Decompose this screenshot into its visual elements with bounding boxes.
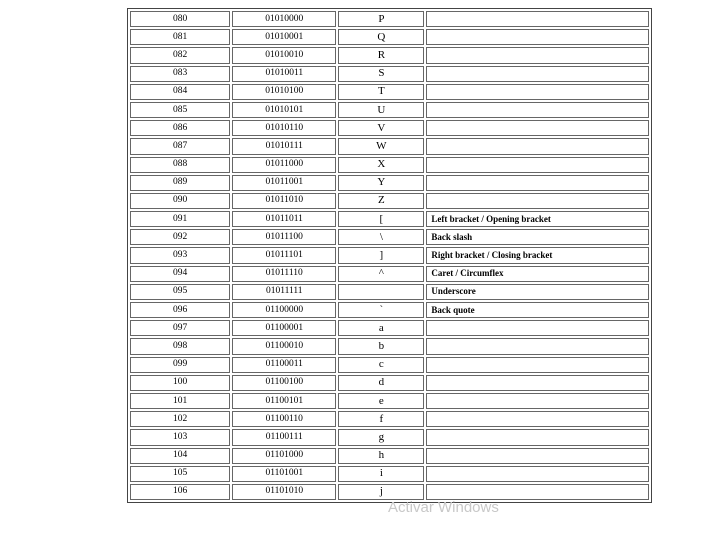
- table-row: [130, 448, 649, 464]
- decimal-cell: 098: [130, 338, 230, 354]
- decimal-cell: 090: [130, 193, 230, 209]
- decimal-cell: 083: [130, 66, 230, 82]
- binary-cell: 01101010: [232, 484, 336, 500]
- description-cell: Left bracket / Opening bracket: [426, 211, 649, 227]
- binary-cell: 01010000: [232, 11, 336, 27]
- table-row: [130, 102, 649, 118]
- binary-cell: 01100010: [232, 338, 336, 354]
- decimal-cell: 105: [130, 466, 230, 482]
- table-row: [130, 393, 649, 409]
- table-row: [130, 84, 649, 100]
- table-row: [130, 338, 649, 354]
- binary-cell: 01100101: [232, 393, 336, 409]
- table-row: [130, 375, 649, 391]
- table-row: [130, 29, 649, 45]
- binary-cell: 01010011: [232, 66, 336, 82]
- decimal-cell: 084: [130, 84, 230, 100]
- binary-cell: 01010010: [232, 47, 336, 63]
- character-cell: Q: [338, 29, 424, 45]
- character-cell: X: [338, 157, 424, 173]
- description-cell: Back slash: [426, 229, 649, 245]
- character-cell: i: [338, 466, 424, 482]
- binary-cell: 01011111: [232, 284, 336, 300]
- decimal-cell: 100: [130, 375, 230, 391]
- activation-watermark: Activar Windows: [388, 499, 499, 516]
- table-row: [130, 411, 649, 427]
- character-cell: c: [338, 357, 424, 373]
- character-cell: V: [338, 120, 424, 136]
- character-cell: ]: [338, 247, 424, 263]
- decimal-cell: 088: [130, 157, 230, 173]
- character-cell: ^: [338, 266, 424, 282]
- decimal-cell: 102: [130, 411, 230, 427]
- ascii-table-body: [130, 11, 649, 500]
- description-cell: [426, 357, 649, 373]
- binary-cell: 01010100: [232, 84, 336, 100]
- binary-cell: 01101001: [232, 466, 336, 482]
- table-row: [130, 357, 649, 373]
- description-cell: [426, 193, 649, 209]
- character-cell: P: [338, 11, 424, 27]
- decimal-cell: 096: [130, 302, 230, 318]
- description-cell: [426, 138, 649, 154]
- description-cell: [426, 484, 649, 500]
- decimal-cell: 082: [130, 47, 230, 63]
- character-cell: S: [338, 66, 424, 82]
- character-cell: g: [338, 429, 424, 445]
- description-cell: [426, 120, 649, 136]
- decimal-cell: 091: [130, 211, 230, 227]
- character-cell: R: [338, 47, 424, 63]
- character-cell: f: [338, 411, 424, 427]
- table-row: [130, 284, 649, 300]
- description-cell: [426, 66, 649, 82]
- character-cell: d: [338, 375, 424, 391]
- description-cell: [426, 320, 649, 336]
- description-cell: [426, 466, 649, 482]
- character-cell: W: [338, 138, 424, 154]
- decimal-cell: 093: [130, 247, 230, 263]
- table-row: [130, 138, 649, 154]
- table-row: [130, 120, 649, 136]
- description-cell: [426, 47, 649, 63]
- description-cell: Back quote: [426, 302, 649, 318]
- character-cell: Y: [338, 175, 424, 191]
- binary-cell: 01100111: [232, 429, 336, 445]
- decimal-cell: 094: [130, 266, 230, 282]
- binary-cell: 01010110: [232, 120, 336, 136]
- description-cell: [426, 84, 649, 100]
- description-cell: [426, 157, 649, 173]
- binary-cell: 01011001: [232, 175, 336, 191]
- binary-cell: 01011000: [232, 157, 336, 173]
- character-cell: a: [338, 320, 424, 336]
- binary-cell: 01100100: [232, 375, 336, 391]
- binary-cell: 01010001: [232, 29, 336, 45]
- description-cell: [426, 448, 649, 464]
- description-cell: Caret / Circumflex: [426, 266, 649, 282]
- description-cell: [426, 393, 649, 409]
- description-cell: [426, 102, 649, 118]
- table-row: [130, 247, 649, 263]
- table-row: [130, 466, 649, 482]
- table-row: [130, 11, 649, 27]
- decimal-cell: 095: [130, 284, 230, 300]
- character-cell: `: [338, 302, 424, 318]
- table-row: [130, 175, 649, 191]
- table-row: [130, 320, 649, 336]
- decimal-cell: 086: [130, 120, 230, 136]
- decimal-cell: 092: [130, 229, 230, 245]
- decimal-cell: 106: [130, 484, 230, 500]
- description-cell: [426, 338, 649, 354]
- table-row: [130, 229, 649, 245]
- description-cell: [426, 11, 649, 27]
- table-row: [130, 193, 649, 209]
- character-cell: U: [338, 102, 424, 118]
- table-row: [130, 302, 649, 318]
- ascii-table: [127, 8, 652, 503]
- binary-cell: 01100001: [232, 320, 336, 336]
- character-cell: j: [338, 484, 424, 500]
- binary-cell: 01011101: [232, 247, 336, 263]
- description-cell: Underscore: [426, 284, 649, 300]
- table-row: [130, 429, 649, 445]
- character-cell: [: [338, 211, 424, 227]
- description-cell: [426, 375, 649, 391]
- decimal-cell: 085: [130, 102, 230, 118]
- decimal-cell: 097: [130, 320, 230, 336]
- decimal-cell: 101: [130, 393, 230, 409]
- decimal-cell: 087: [130, 138, 230, 154]
- character-cell: T: [338, 84, 424, 100]
- table-row: [130, 484, 649, 500]
- description-cell: [426, 429, 649, 445]
- binary-cell: 01011100: [232, 229, 336, 245]
- binary-cell: 01100011: [232, 357, 336, 373]
- binary-cell: 01100000: [232, 302, 336, 318]
- table-row: [130, 47, 649, 63]
- character-cell: [338, 284, 424, 300]
- binary-cell: 01011110: [232, 266, 336, 282]
- table-row: [130, 266, 649, 282]
- description-cell: Right bracket / Closing bracket: [426, 247, 649, 263]
- table-row: [130, 211, 649, 227]
- description-cell: [426, 411, 649, 427]
- character-cell: Z: [338, 193, 424, 209]
- binary-cell: 01100110: [232, 411, 336, 427]
- decimal-cell: 103: [130, 429, 230, 445]
- character-cell: h: [338, 448, 424, 464]
- table-row: [130, 66, 649, 82]
- binary-cell: 01011010: [232, 193, 336, 209]
- binary-cell: 01011011: [232, 211, 336, 227]
- binary-cell: 01010101: [232, 102, 336, 118]
- description-cell: [426, 175, 649, 191]
- table-row: [130, 157, 649, 173]
- decimal-cell: 099: [130, 357, 230, 373]
- binary-cell: 01101000: [232, 448, 336, 464]
- description-cell: [426, 29, 649, 45]
- character-cell: b: [338, 338, 424, 354]
- character-cell: \: [338, 229, 424, 245]
- decimal-cell: 089: [130, 175, 230, 191]
- character-cell: e: [338, 393, 424, 409]
- binary-cell: 01010111: [232, 138, 336, 154]
- decimal-cell: 080: [130, 11, 230, 27]
- decimal-cell: 104: [130, 448, 230, 464]
- decimal-cell: 081: [130, 29, 230, 45]
